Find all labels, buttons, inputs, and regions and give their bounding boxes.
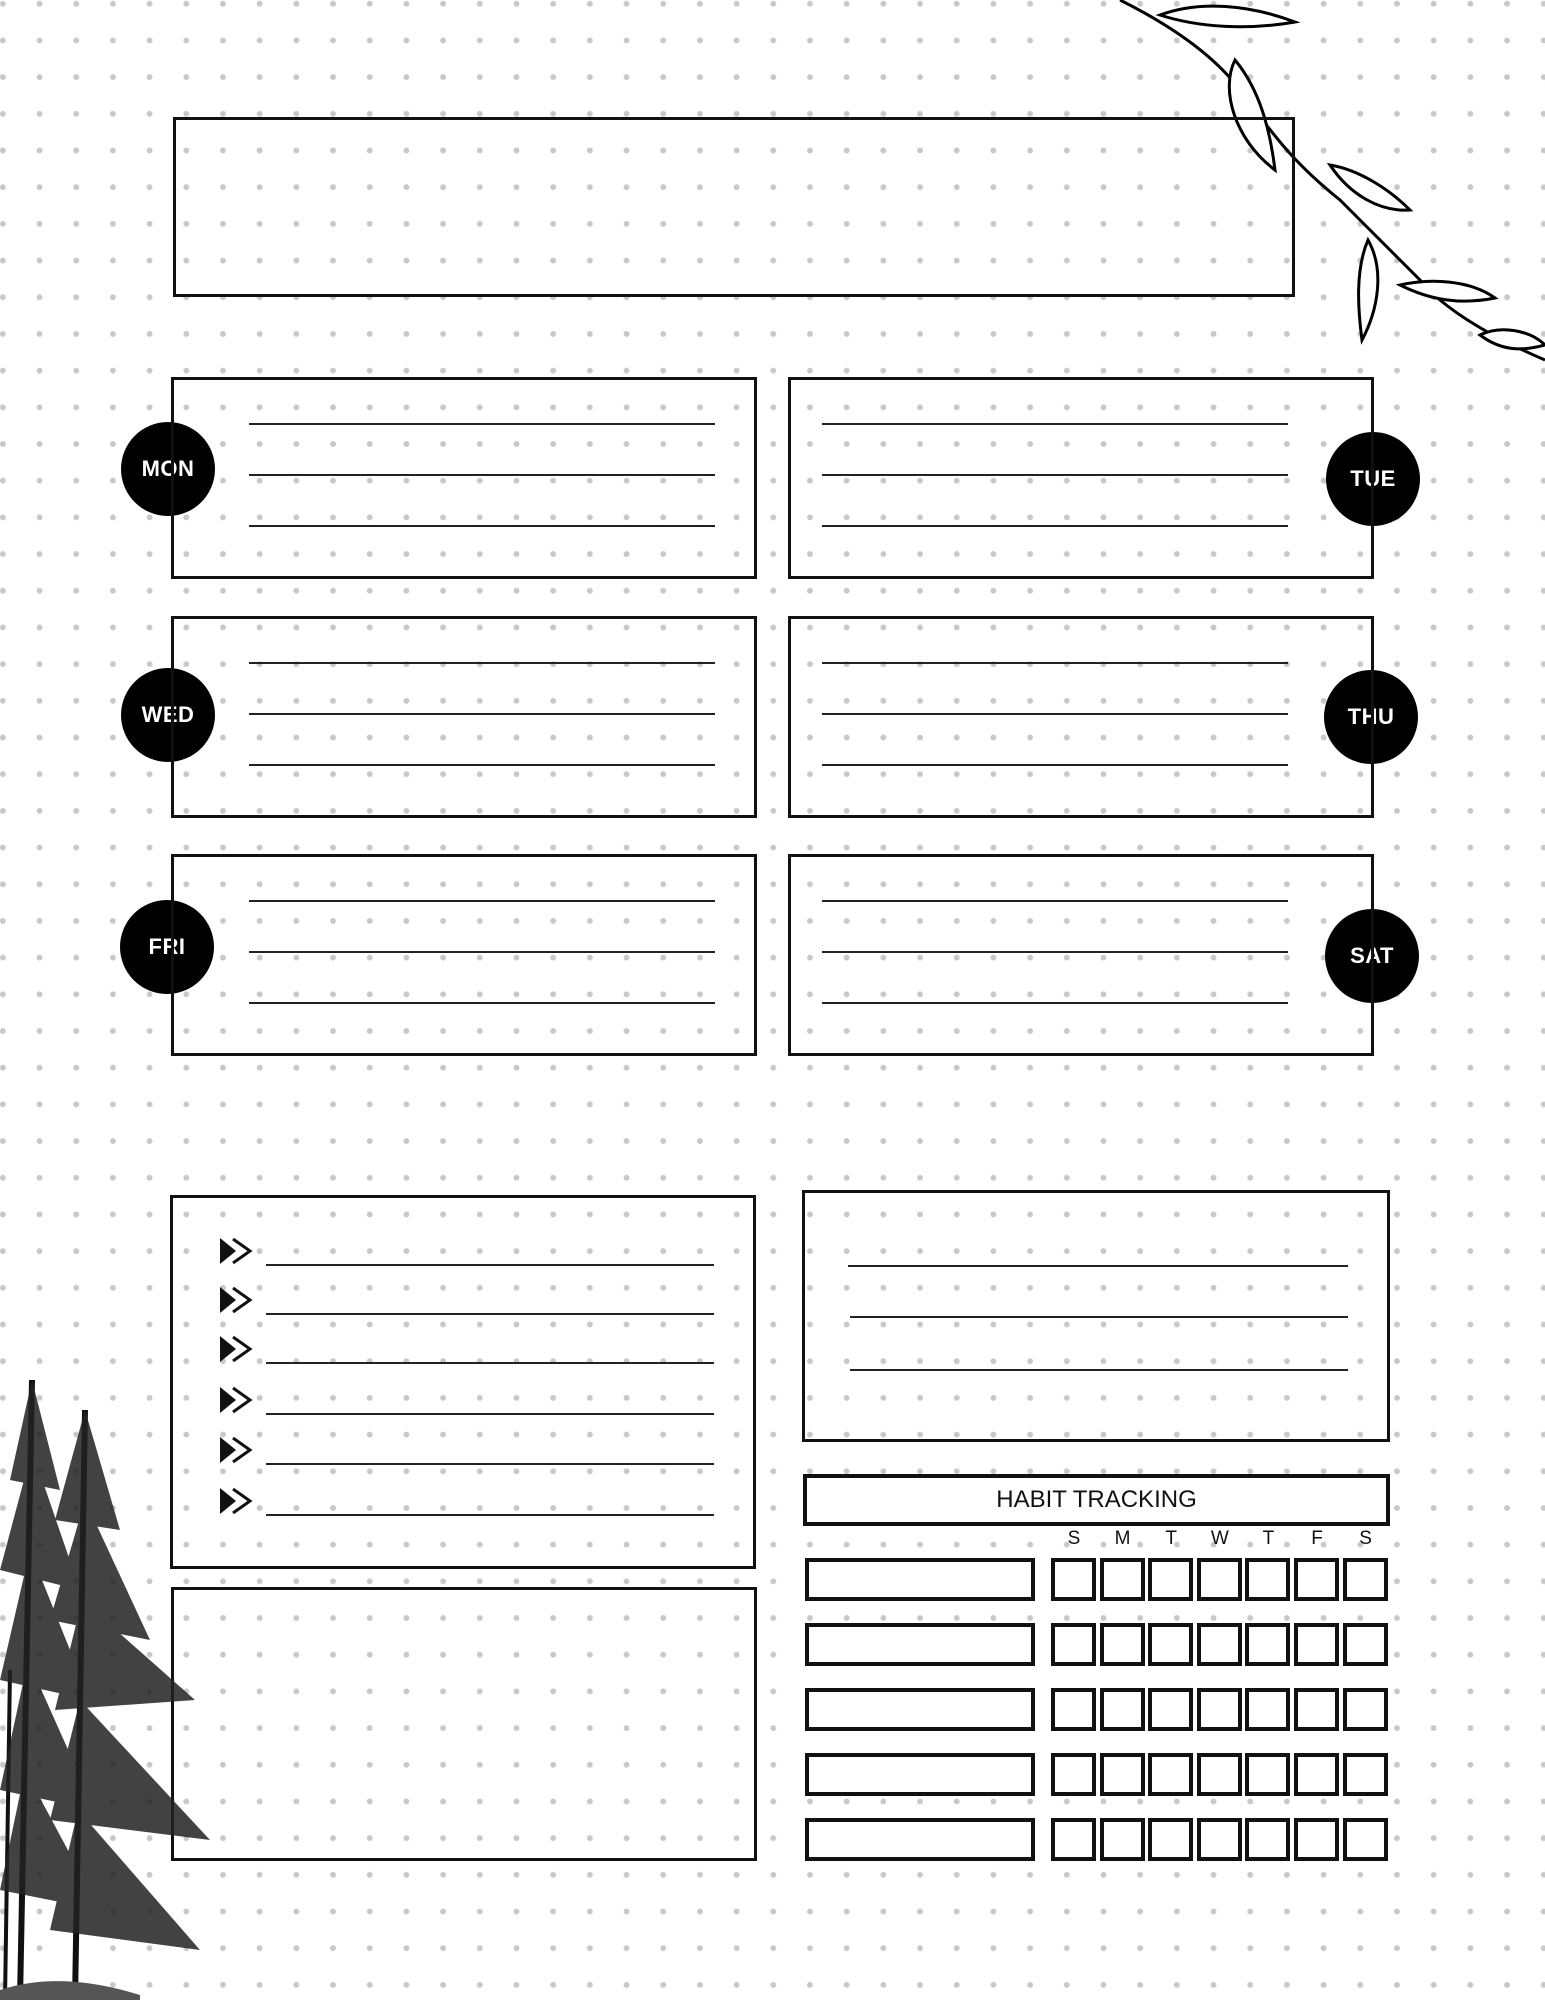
habit-checkbox[interactable] xyxy=(1197,1753,1242,1796)
habit-checkbox[interactable] xyxy=(1100,1818,1145,1861)
habit-tracking-header: HABIT TRACKING xyxy=(803,1474,1390,1526)
day-badge-tue: TUE xyxy=(1326,432,1420,526)
task-line xyxy=(266,1514,714,1516)
habit-checkbox[interactable] xyxy=(1294,1558,1339,1601)
writing-line xyxy=(249,900,715,902)
day-box-thu[interactable] xyxy=(788,616,1374,818)
habit-checkbox[interactable] xyxy=(1245,1558,1290,1601)
task-line xyxy=(266,1313,714,1315)
habit-name-field[interactable] xyxy=(805,1818,1035,1861)
habit-checkbox[interactable] xyxy=(1245,1818,1290,1861)
notes-line xyxy=(850,1316,1348,1318)
double-arrow-icon xyxy=(219,1386,253,1414)
habit-checkbox[interactable] xyxy=(1294,1818,1339,1861)
habit-day-letter: W xyxy=(1210,1528,1229,1549)
habit-day-letter: T xyxy=(1262,1528,1275,1549)
habit-checkbox[interactable] xyxy=(1294,1688,1339,1731)
habit-checkbox[interactable] xyxy=(1051,1623,1096,1666)
writing-line xyxy=(822,423,1288,425)
habit-checkbox[interactable] xyxy=(1294,1753,1339,1796)
writing-line xyxy=(249,423,715,425)
habit-checkbox[interactable] xyxy=(1148,1818,1193,1861)
habit-checkbox[interactable] xyxy=(1343,1558,1388,1601)
habit-checkbox[interactable] xyxy=(1100,1753,1145,1796)
habit-checkbox[interactable] xyxy=(1051,1558,1096,1601)
habit-checkbox[interactable] xyxy=(1197,1558,1242,1601)
task-line xyxy=(266,1362,714,1364)
writing-line xyxy=(822,764,1288,766)
writing-line xyxy=(249,764,715,766)
double-arrow-icon xyxy=(219,1237,253,1265)
habit-checkbox[interactable] xyxy=(1100,1558,1145,1601)
habit-checkbox[interactable] xyxy=(1343,1753,1388,1796)
writing-line xyxy=(249,951,715,953)
habit-checkbox[interactable] xyxy=(1148,1753,1193,1796)
day-badge-wed: WED xyxy=(121,668,215,762)
habit-checkbox[interactable] xyxy=(1245,1753,1290,1796)
task-list-box[interactable] xyxy=(170,1195,756,1569)
day-badge-thu: THU xyxy=(1324,670,1418,764)
habit-checkbox[interactable] xyxy=(1245,1688,1290,1731)
notes-line xyxy=(848,1265,1348,1267)
writing-line xyxy=(249,525,715,527)
habit-day-letter: F xyxy=(1311,1528,1323,1549)
writing-line xyxy=(822,713,1288,715)
task-line xyxy=(266,1264,714,1266)
habit-checkbox[interactable] xyxy=(1100,1623,1145,1666)
notes-line xyxy=(850,1369,1348,1371)
writing-line xyxy=(249,662,715,664)
writing-line xyxy=(822,951,1288,953)
habit-checkbox[interactable] xyxy=(1100,1688,1145,1731)
habit-checkbox[interactable] xyxy=(1197,1688,1242,1731)
writing-line xyxy=(249,713,715,715)
writing-line xyxy=(822,1002,1288,1004)
day-box-fri[interactable] xyxy=(171,854,757,1056)
day-badge-fri: FRI xyxy=(120,900,214,994)
writing-line xyxy=(249,474,715,476)
habit-checkbox[interactable] xyxy=(1197,1623,1242,1666)
task-line xyxy=(266,1463,714,1465)
habit-day-letter: S xyxy=(1359,1528,1372,1549)
title-box[interactable] xyxy=(173,117,1295,297)
habit-checkbox[interactable] xyxy=(1294,1623,1339,1666)
writing-line xyxy=(249,1002,715,1004)
habit-checkbox[interactable] xyxy=(1051,1753,1096,1796)
task-line xyxy=(266,1413,714,1415)
double-arrow-icon xyxy=(219,1286,253,1314)
habit-name-field[interactable] xyxy=(805,1753,1035,1796)
day-box-wed[interactable] xyxy=(171,616,757,818)
habit-checkbox[interactable] xyxy=(1051,1688,1096,1731)
habit-checkbox[interactable] xyxy=(1051,1818,1096,1861)
writing-line xyxy=(822,662,1288,664)
habit-checkbox[interactable] xyxy=(1148,1623,1193,1666)
habit-checkbox[interactable] xyxy=(1245,1623,1290,1666)
day-badge-mon: MON xyxy=(121,422,215,516)
notes-box-bottom[interactable] xyxy=(171,1587,757,1861)
day-badge-sat: SAT xyxy=(1325,909,1419,1003)
day-box-sat[interactable] xyxy=(788,854,1374,1056)
habit-name-field[interactable] xyxy=(805,1623,1035,1666)
double-arrow-icon xyxy=(219,1487,253,1515)
habit-day-letter: S xyxy=(1067,1528,1081,1549)
habit-checkbox[interactable] xyxy=(1343,1623,1388,1666)
writing-line xyxy=(822,474,1288,476)
writing-line xyxy=(822,900,1288,902)
day-box-mon[interactable] xyxy=(171,377,757,579)
habit-name-field[interactable] xyxy=(805,1688,1035,1731)
habit-checkbox[interactable] xyxy=(1148,1688,1193,1731)
habit-day-letter: T xyxy=(1165,1528,1177,1549)
double-arrow-icon xyxy=(219,1436,253,1464)
habit-day-letter: M xyxy=(1114,1528,1131,1549)
day-box-tue[interactable] xyxy=(788,377,1374,579)
habit-checkbox[interactable] xyxy=(1343,1818,1388,1861)
pine-tree-illustration xyxy=(0,1370,215,2000)
habit-checkbox[interactable] xyxy=(1343,1688,1388,1731)
writing-line xyxy=(822,525,1288,527)
habit-checkbox[interactable] xyxy=(1197,1818,1242,1861)
habit-checkbox[interactable] xyxy=(1148,1558,1193,1601)
double-arrow-icon xyxy=(219,1335,253,1363)
habit-name-field[interactable] xyxy=(805,1558,1035,1601)
